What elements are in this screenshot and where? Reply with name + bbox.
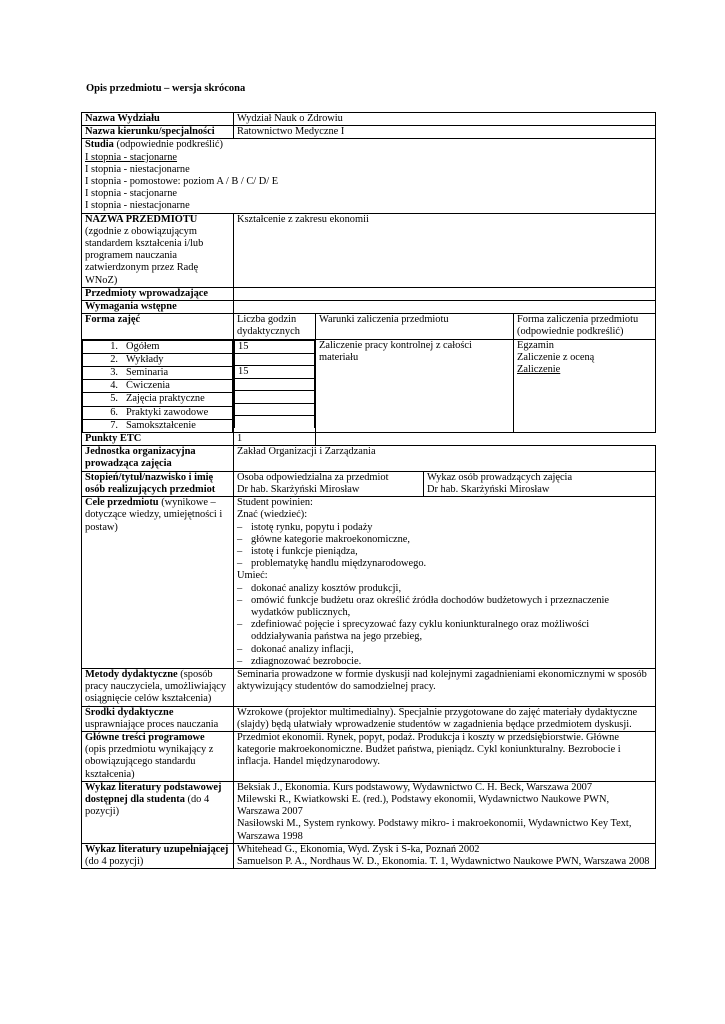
forma-hours-cell bbox=[234, 339, 316, 432]
osoby-responsible-value: Dr hab. Skarżyński Mirosław bbox=[237, 483, 360, 495]
row-punkty bbox=[82, 433, 656, 446]
cele-know-heading: Znać (wiedzieć): bbox=[237, 509, 308, 521]
forma-hours-2 bbox=[235, 353, 315, 365]
tresci-hint: (opis przedmiotu wynikający z obowiązującego standardu kształcenia) bbox=[85, 744, 214, 780]
cele-skill-item: – omówić funkcje budżetu oraz określić źródła dochodów budżetowych i przeznaczenie wydatków publicznych, bbox=[237, 595, 652, 619]
lit-podst-list bbox=[234, 781, 656, 843]
wprowadzajace-label: Przedmioty wprowadzające bbox=[82, 287, 234, 300]
cele-skills-list bbox=[237, 583, 652, 668]
forma-hours-6 bbox=[235, 403, 315, 415]
srodki-value: Wzrokowe (projektor multimedialny). Specjalnie przygotowane do zajęć materiały dydaktyczne (slajdy) będą ułatwiały wprowadzenie studentów w zagadnienia będące przedmiotem dyskusji. bbox=[234, 706, 656, 731]
jednostka-label: Jednostka organizacyjna prowadząca zajęcia bbox=[82, 446, 234, 471]
studia-hint: (odpowiednie podkreślić) bbox=[116, 139, 223, 151]
forma-hours-header: Liczba godzin dydaktycznych bbox=[234, 314, 316, 339]
row-srodki bbox=[82, 706, 656, 731]
kierunek-label: Nazwa kierunku/specjalności bbox=[82, 126, 234, 139]
cele-label-cell bbox=[82, 497, 234, 669]
wprowadzajace-value bbox=[234, 287, 656, 300]
forma-form-options bbox=[514, 339, 656, 432]
punkty-value: 1 bbox=[234, 433, 316, 446]
forma-conditions-header: Warunki zaliczenia przedmiotu bbox=[316, 314, 514, 339]
tresci-value: Przedmiot ekonomii. Rynek, popyt, podaż. Produkcja i koszty w przedsiębiorstwie. Główne kategorie makroekonomiczne. Budżet państwa, pieniądz. Cykl koniunkturalny. Bezrobocie i inflacja. Handel międzynarodowy. bbox=[234, 731, 656, 781]
lit-uzup-item: Whitehead G., Ekonomia, Wyd. Zysk i S-ka, Poznań 2002 bbox=[237, 843, 480, 855]
forma-type-7: 7. Samokształcenie bbox=[83, 419, 233, 432]
cele-skill-item: – zdiagnozować bezrobocie. bbox=[237, 656, 652, 668]
studia-option-1: I stopnia - stacjonarne bbox=[85, 151, 178, 163]
cele-skill-item: – dokonać analizy kosztów produkcji, bbox=[237, 583, 652, 595]
row-forma-header bbox=[82, 314, 656, 339]
przedmiot-label-cell bbox=[82, 213, 234, 287]
osoby-teachers-value: Dr hab. Skarżyński Mirosław bbox=[427, 483, 550, 495]
kierunek-value: Ratownictwo Medyczne I bbox=[234, 126, 656, 139]
studia-option-5: I stopnia - niestacjonarne bbox=[85, 200, 190, 212]
przedmiot-label: NAZWA PRZEDMIOTU bbox=[85, 213, 198, 225]
tresci-label-cell bbox=[82, 731, 234, 781]
row-tresci bbox=[82, 731, 656, 781]
forma-type-2: 2. Wykłady bbox=[83, 353, 233, 366]
cele-skills-heading: Umieć: bbox=[237, 570, 268, 582]
row-przedmiot bbox=[82, 213, 656, 287]
forma-hours-7 bbox=[235, 415, 315, 427]
studia-label: Studia bbox=[85, 139, 114, 151]
forma-type-5: 5. Zajęcia praktyczne bbox=[83, 393, 233, 406]
cele-know-item: – główne kategorie makroekonomiczne, bbox=[237, 534, 652, 546]
forma-type-6: 6. Praktyki zawodowe bbox=[83, 406, 233, 419]
row-forma-body bbox=[82, 339, 656, 432]
osoby-responsible-cell bbox=[234, 471, 424, 496]
lit-podst-label: Wykaz literatury podstawowej dostępnej dla studenta bbox=[85, 781, 222, 805]
cele-skill-item: – dokonać analizy inflacji, bbox=[237, 644, 652, 656]
srodki-hint: usprawniające proces nauczania bbox=[85, 718, 219, 730]
forma-hours-list bbox=[234, 340, 315, 428]
row-osoby bbox=[82, 471, 656, 496]
forma-hours-5 bbox=[235, 391, 315, 403]
cele-know-item: – istotę i funkcje pieniądza, bbox=[237, 546, 652, 558]
osoby-label: Stopień/tytuł/nazwisko i imię osób realizujących przedmiot bbox=[82, 471, 234, 496]
cele-know-item: – problematykę handlu międzynarodowego. bbox=[237, 558, 652, 570]
osoby-teachers-cell bbox=[424, 471, 656, 496]
course-description-table bbox=[81, 112, 656, 869]
cele-label: Cele przedmiotu bbox=[85, 497, 159, 509]
row-metody bbox=[82, 668, 656, 706]
lit-uzup-hint: (do 4 pozycji) bbox=[85, 855, 144, 867]
cele-skill-item: – zdefiniować pojęcie i sprecyzować fazy cyklu koniunkturalnego oraz możliwości oddziaływania państwa na jego przebieg, bbox=[237, 619, 652, 643]
cele-know-list bbox=[237, 522, 652, 571]
wymagania-value bbox=[234, 301, 656, 314]
lit-podst-hint: (do 4 pozycji) bbox=[85, 793, 210, 818]
srodki-label-cell bbox=[82, 706, 234, 731]
lit-uzup-label: Wykaz literatury uzupełniającej bbox=[85, 843, 229, 855]
row-wydzial bbox=[82, 113, 656, 126]
przedmiot-hint: (zgodnie z obowiązującym standardem kształcenia i/lub programem nauczania zatwierdzonym przez Radę WNoZ) bbox=[85, 225, 204, 286]
studia-option-3: I stopnia - pomostowe: poziom A / B / C/ D/ E bbox=[85, 176, 279, 188]
forma-type-1: 1. Ogółem bbox=[83, 340, 233, 353]
osoby-teachers-header: Wykaz osób prowadzących zajęcia bbox=[427, 471, 573, 483]
punkty-label: Punkty ETC bbox=[82, 433, 234, 446]
forma-type-3: 3. Seminaria bbox=[83, 367, 233, 380]
metody-value: Seminaria prowadzone w formie dyskusji nad kolejnymi zagadnieniami ekonomicznymi w sposób aktywizujący studentów do samodzielnej pracy. bbox=[234, 668, 656, 706]
row-kierunek bbox=[82, 126, 656, 139]
forma-types-cell bbox=[82, 339, 234, 432]
document-title: Opis przedmiotu – wersja skrócona bbox=[86, 83, 246, 94]
metody-label: Metody dydaktyczne bbox=[85, 668, 178, 680]
row-cele bbox=[82, 497, 656, 669]
osoby-responsible-header: Osoba odpowiedzialna za przedmiot bbox=[237, 471, 389, 483]
forma-option-zaliczenie: Zaliczenie bbox=[517, 364, 561, 376]
forma-option-egzamin: Egzamin bbox=[517, 339, 554, 351]
forma-conditions-value: Zaliczenie pracy kontrolnej z całości materiału bbox=[316, 339, 514, 432]
metody-hint: (sposób pracy nauczyciela, umożliwiający osiągnięcie celów kształcenia) bbox=[85, 668, 227, 705]
forma-hours-4 bbox=[235, 379, 315, 391]
lit-podst-item: Beksiak J., Ekonomia. Kurs podstawowy, Wydawnictwo C. H. Beck, Warszawa 2007 bbox=[237, 781, 593, 793]
forma-type-4: 4. Ćwiczenia bbox=[83, 380, 233, 393]
lit-podst-item: Nasiłowski M., System rynkowy. Podstawy mikro- i makroekonomii, Wydawnictwo Key Text, Warszawa 1998 bbox=[237, 818, 632, 842]
tresci-label: Główne treści programowe bbox=[85, 731, 205, 743]
srodki-label: Środki dydaktyczne bbox=[85, 706, 174, 718]
cele-value-cell bbox=[234, 497, 656, 669]
row-studia bbox=[82, 139, 656, 213]
lit-uzup-item: Samuelson P. A., Nordhaus W. D., Ekonomia. T. 1, Wydawnictwo Naukowe PWN, Warszawa 2008 bbox=[237, 855, 650, 867]
studia-cell bbox=[82, 139, 656, 213]
wymagania-label: Wymagania wstępne bbox=[82, 301, 234, 314]
forma-hours-1: 15 bbox=[235, 340, 315, 353]
cele-know-item: – istotę rynku, popytu i podaży bbox=[237, 522, 652, 534]
row-wymagania bbox=[82, 301, 656, 314]
forma-option-ocena: Zaliczenie z oceną bbox=[517, 351, 595, 363]
row-wprowadzajace bbox=[82, 287, 656, 300]
studia-option-2: I stopnia - niestacjonarne bbox=[85, 163, 190, 175]
przedmiot-value: Kształcenie z zakresu ekonomii bbox=[234, 213, 656, 287]
cele-hint: (wynikowe – dotyczące wiedzy, umiejętności i postaw) bbox=[85, 497, 223, 533]
jednostka-value: Zakład Organizacji i Zarządzania bbox=[234, 446, 656, 471]
studia-option-4: I stopnia - stacjonarne bbox=[85, 188, 178, 200]
row-literatura-podstawowa bbox=[82, 781, 656, 843]
lit-podst-label-cell bbox=[82, 781, 234, 843]
punkty-blank bbox=[316, 433, 656, 446]
row-literatura-uzupelniajaca bbox=[82, 843, 656, 868]
lit-uzup-list bbox=[234, 843, 656, 868]
forma-form-header: Forma zaliczenia przedmiotu (odpowiednie podkreślić) bbox=[514, 314, 656, 339]
cele-intro: Student powinien: bbox=[237, 497, 313, 509]
wydzial-value: Wydział Nauk o Zdrowiu bbox=[234, 113, 656, 126]
row-jednostka bbox=[82, 446, 656, 471]
lit-podst-item: Milewski R., Kwiatkowski E. (red.), Podstawy ekonomii, Wydawnictwo Naukowe PWN, Warszawa 2007 bbox=[237, 793, 610, 818]
lit-uzup-label-cell bbox=[82, 843, 234, 868]
forma-types-list bbox=[82, 340, 233, 432]
metody-label-cell bbox=[82, 668, 234, 706]
forma-label: Forma zajęć bbox=[82, 314, 234, 339]
wydzial-label: Nazwa Wydziału bbox=[82, 113, 234, 126]
forma-hours-3: 15 bbox=[235, 366, 315, 379]
